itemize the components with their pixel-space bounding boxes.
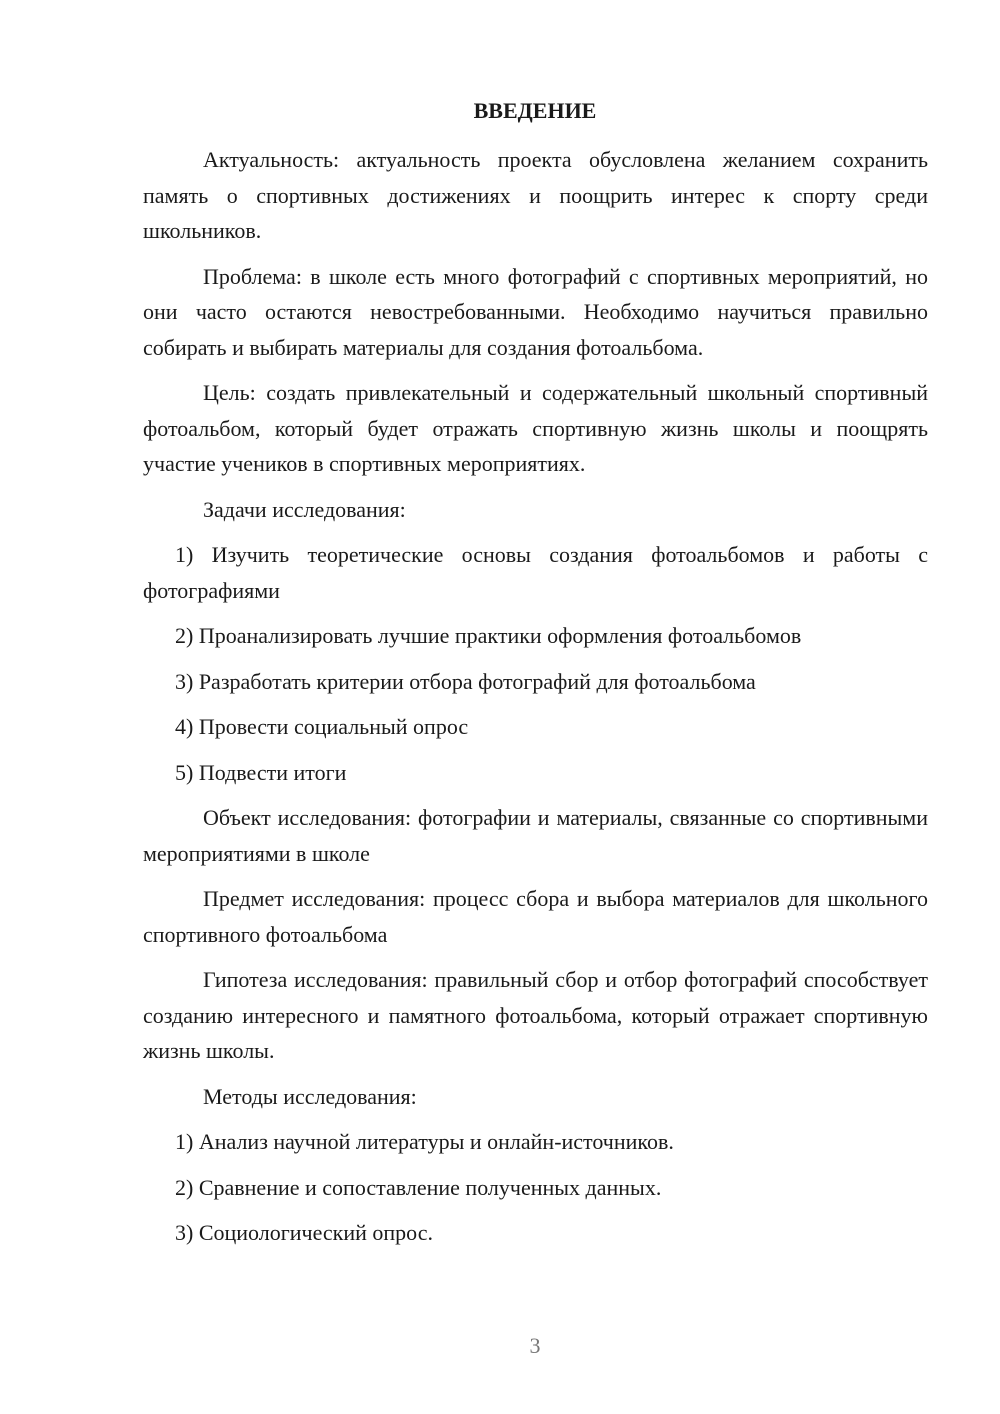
task-item-2: 2) Проанализировать лучшие практики оформления фотоальбомов [175,623,802,648]
page-heading: ВВЕДЕНИЕ [473,98,597,123]
method-item-1: 1) Анализ научной литературы и онлайн-источников. [175,1129,674,1154]
object-paragraph: Объект исследования: фотографии и материалы, связанные со спортивными мероприятиями в школе [143,805,928,866]
method-item-2: 2) Сравнение и сопоставление полученных данных. [175,1174,662,1200]
task-item-1: 1) Изучить теоретические основы создания фотоальбомов и работы с фотографиями [143,542,928,603]
relevance-paragraph: Актуальность: актуальность проекта обусловлена желанием сохранить память о спортивных достижениях и поощрить интерес к спорту среди школьников. [143,147,928,243]
method-item-3: 3) Социологический опрос. [175,1220,433,1245]
task-item-5: 5) Подвести итоги [175,759,347,785]
goal-paragraph: Цель: создать привлекательный и содержательный школьный спортивный фотоальбом, который будет отражать спортивную жизнь школы и поощрять участие учеников в спортивных мероприятиях. [143,380,928,476]
subject-paragraph: Предмет исследования: процесс сбора и выбора материалов для школьного спортивного фотоальбома [143,886,928,947]
problem-paragraph: Проблема: в школе есть много фотографий с спортивных мероприятий, но они часто остаются невостребованными. Необходимо научиться правильно собирать и выбирать материалы для создания фотоальбома. [143,263,928,360]
task-item-4: 4) Провести социальный опрос [175,714,469,739]
tasks-title: Задачи исследования: [203,496,406,522]
hypothesis-paragraph: Гипотеза исследования: правильный сбор и отбор фотографий способствует созданию интересного и памятного фотоальбома, который отражает спортивную жизнь школы. [143,967,928,1063]
document-body [143,142,928,1261]
methods-title: Методы исследования: [203,1083,417,1109]
task-item-3: 3) Разработать критерии отбора фотографий для фотоальбома [175,668,756,694]
page-number: 3 [529,1333,541,1358]
